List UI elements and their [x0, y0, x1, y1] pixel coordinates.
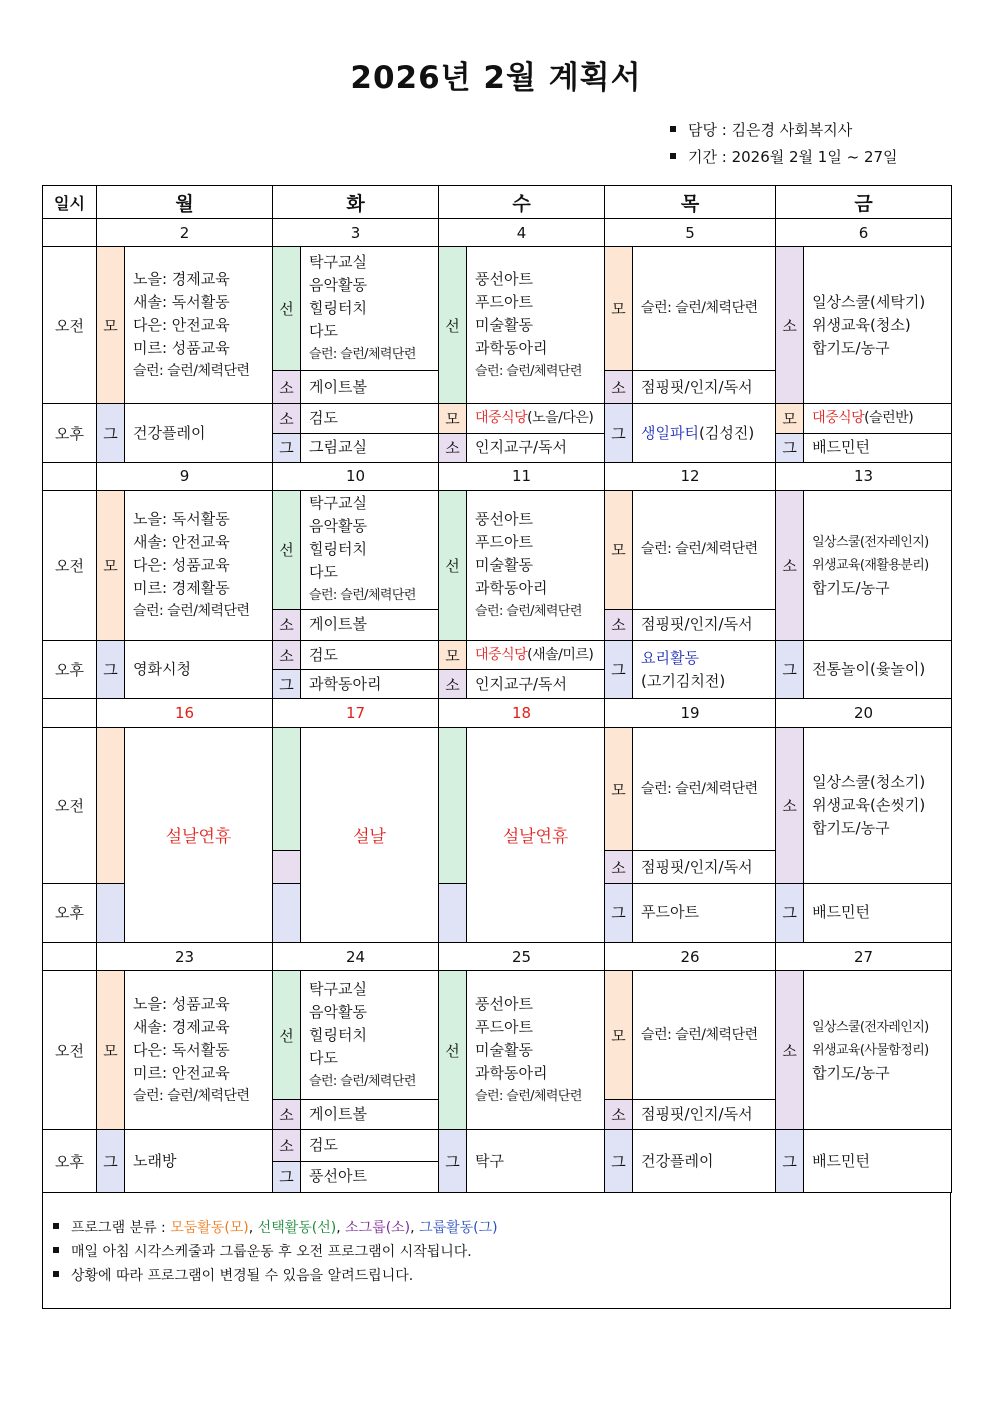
activity-line: 슬런: 슬런/체력단련 [133, 603, 250, 620]
period-text: 기간 : 2026월 2월 1일 ~ 27일 [688, 148, 898, 166]
tag-seon: 선 [439, 971, 467, 1130]
date-cell: 10 [273, 462, 439, 490]
date-cell: 11 [439, 462, 605, 490]
tag-so: 소 [273, 404, 301, 433]
activity-line: 위생교육(사물함정리) [812, 1042, 929, 1058]
tag-geu: 그 [776, 1130, 804, 1193]
bullet-icon [53, 1271, 59, 1277]
activity-cell: 배드민턴 [804, 433, 952, 462]
note-text: 상황에 따라 프로그램이 변경될 수 있음을 알려드립니다. [71, 1268, 414, 1284]
activity-line: 합기도/농구 [812, 579, 890, 598]
pm-label: 오후 [43, 641, 97, 699]
date-cell: 23 [97, 943, 273, 971]
header-day: 목 [605, 186, 776, 219]
bullet-icon [53, 1247, 59, 1253]
activity-line: 다도 [309, 1048, 338, 1067]
date-cell: 27 [776, 943, 952, 971]
tag-geu [439, 883, 467, 942]
date-row [43, 219, 952, 247]
date-cell: 12 [605, 462, 776, 490]
activity-cell: 탁구 [467, 1130, 605, 1193]
category-mo: 모둠활동(모) [170, 1220, 249, 1236]
activity-line: 새솔: 안전교육 [133, 533, 230, 552]
category-seon: 선택활동(선) [257, 1220, 337, 1236]
activity-cell: 영화시청 [125, 641, 273, 699]
page-title: 2026년 2월 계획서 [350, 60, 642, 96]
activity-cell: 검도 [301, 404, 439, 433]
activity-line: 다은: 성품교육 [133, 556, 230, 575]
activity-cell: 그림교실 [301, 433, 439, 462]
activity-detail: (노을/다은) [527, 410, 594, 427]
activity-cell [301, 247, 439, 371]
activity-cell: 푸드아트 [633, 883, 776, 942]
activity-cell: 점핑핏/인지/독서 [633, 1100, 776, 1130]
tag-so: 소 [273, 1130, 301, 1161]
tag-so [273, 851, 301, 883]
activity-line: 미술활동 [475, 1040, 533, 1059]
activity-cell: 건강플레이 [125, 404, 273, 462]
pm-label: 오후 [43, 404, 97, 462]
activity-cell: 인지교구/독서 [467, 670, 605, 699]
am-row [43, 971, 952, 1100]
activity-line: 일상스쿨(청소기) [812, 772, 926, 791]
date-cell: 16 [97, 699, 273, 727]
tag-geu: 그 [439, 1130, 467, 1193]
activity-line: 풍선아트 [475, 994, 533, 1013]
activity-line: 푸드아트 [475, 1017, 533, 1036]
pm-label: 오후 [43, 883, 97, 942]
activity-cell: 배드민턴 [804, 1130, 952, 1193]
activity-line: 슬런: 슬런/체력단련 [309, 588, 416, 604]
activity-cell: 점핑핏/인지/독서 [633, 609, 776, 640]
date-cell: 26 [605, 943, 776, 971]
tag-mo: 모 [605, 971, 633, 1100]
activity-cell [301, 491, 439, 610]
tag-so: 소 [439, 670, 467, 699]
tag-so: 소 [776, 727, 804, 883]
pm-row [43, 404, 952, 433]
activity-line: 힐링터치 [309, 1025, 367, 1044]
tag-mo: 모 [97, 491, 125, 641]
activity-line: 힐링터치 [309, 540, 367, 559]
am-row [43, 727, 952, 851]
activity-cell [804, 971, 952, 1130]
am-label: 오전 [43, 971, 97, 1130]
separator: , [248, 1220, 258, 1236]
tag-seon: 선 [439, 247, 467, 404]
activity-cell: 점핑핏/인지/독서 [633, 371, 776, 404]
activity-line: 일상스쿨(세탁기) [812, 292, 926, 311]
activity-cell [125, 247, 273, 404]
activity-highlight: 생일파티 [641, 423, 700, 442]
activity-cell [125, 971, 273, 1130]
activity-cell [804, 491, 952, 641]
activity-cell: 검도 [301, 1130, 439, 1161]
separator: , [410, 1220, 420, 1236]
activity-cell [804, 727, 952, 883]
am-label: 오전 [43, 727, 97, 883]
activity-line: 슬런: 슬런/체력단련 [309, 347, 416, 363]
schedule-table [42, 185, 952, 1193]
activity-cell: 검도 [301, 641, 439, 670]
tag-seon: 선 [273, 971, 301, 1100]
tag-so: 소 [776, 247, 804, 404]
date-row [43, 462, 952, 490]
date-row [43, 943, 952, 971]
activity-line: 풍선아트 [475, 269, 533, 288]
header-day: 화 [273, 186, 439, 219]
tag-geu: 그 [273, 1161, 301, 1192]
tag-so: 소 [605, 851, 633, 883]
activity-line: 슬런: 슬런/체력단련 [133, 1087, 250, 1104]
activity-line: 합기도/농구 [812, 338, 890, 357]
bullet-icon [670, 126, 676, 132]
notes-box [42, 1193, 951, 1309]
bullet-icon [670, 153, 676, 159]
pm-row [43, 1130, 952, 1161]
activity-highlight: 대중식당 [812, 410, 865, 427]
activity-cell: 슬런: 슬런/체력단련 [633, 971, 776, 1100]
am-row [43, 491, 952, 610]
activity-line: 과학동아리 [475, 1063, 548, 1082]
activity-cell [467, 971, 605, 1130]
tag-mo: 모 [439, 641, 467, 670]
tag-geu: 그 [776, 883, 804, 942]
tag-so: 소 [273, 609, 301, 640]
activity-line: 과학동아리 [475, 338, 548, 357]
tag-geu [273, 883, 301, 942]
tag-mo: 모 [97, 247, 125, 404]
pm-label: 오후 [43, 1130, 97, 1193]
tag-geu: 그 [273, 670, 301, 699]
activity-cell [804, 404, 952, 433]
activity-cell [633, 404, 776, 462]
am-row [43, 247, 952, 371]
activity-detail: (고기김치전) [641, 671, 726, 690]
activity-line: 새솔: 경제교육 [133, 1017, 230, 1036]
activity-line: 슬런: 슬런/체력단련 [133, 362, 250, 379]
date-cell: 5 [605, 219, 776, 247]
activity-line: 푸드아트 [475, 292, 533, 311]
activity-line: 음악활동 [309, 517, 367, 536]
activity-cell [125, 491, 273, 641]
pm-row [43, 641, 952, 670]
tag-geu: 그 [97, 404, 125, 462]
tag-mo: 모 [97, 971, 125, 1130]
activity-cell [467, 247, 605, 404]
activity-line: 힐링터치 [309, 299, 367, 318]
activity-cell: 게이트볼 [301, 371, 439, 404]
activity-cell: 게이트볼 [301, 1100, 439, 1130]
activity-line: 다은: 독서활동 [133, 1040, 230, 1059]
date-cell: 2 [97, 219, 273, 247]
activity-line: 미술활동 [475, 315, 533, 334]
date-cell: 24 [273, 943, 439, 971]
header-day: 수 [439, 186, 605, 219]
activity-line: 미르: 안전교육 [133, 1063, 230, 1082]
tag-seon: 선 [439, 491, 467, 641]
manager-text: 담당 : 김은경 사회복지사 [688, 121, 853, 139]
date-cell: 4 [439, 219, 605, 247]
activity-cell [467, 491, 605, 641]
activity-line: 위생교육(재활용분리) [812, 558, 929, 574]
activity-cell: 전통놀이(윷놀이) [804, 641, 952, 699]
activity-cell: 슬런: 슬런/체력단련 [633, 491, 776, 610]
tag-seon [439, 727, 467, 883]
date-row [43, 699, 952, 727]
date-cell: 9 [97, 462, 273, 490]
activity-line: 새솔: 독서활동 [133, 292, 230, 311]
header-row [43, 186, 952, 219]
category-so: 소그룹(소) [345, 1220, 411, 1236]
date-cell: 25 [439, 943, 605, 971]
tag-mo: 모 [439, 404, 467, 433]
activity-line: 음악활동 [309, 1002, 367, 1021]
bullet-icon [53, 1223, 59, 1229]
tag-geu: 그 [776, 433, 804, 462]
header-day: 금 [776, 186, 952, 219]
activity-highlight: 요리활동 [641, 648, 700, 667]
activity-cell: 풍선아트 [301, 1161, 439, 1192]
activity-cell: 건강플레이 [633, 1130, 776, 1193]
activity-line: 슬런: 슬런/체력단련 [475, 1088, 582, 1104]
tag-so: 소 [776, 491, 804, 641]
tag-so: 소 [273, 641, 301, 670]
tag-geu: 그 [605, 404, 633, 462]
date-cell: 19 [605, 699, 776, 727]
activity-line: 다은: 안전교육 [133, 315, 230, 334]
activity-line: 합기도/농구 [812, 1063, 890, 1082]
tag-so: 소 [605, 1100, 633, 1130]
tag-seon [273, 727, 301, 851]
activity-line: 위생교육(청소) [812, 315, 911, 334]
activity-cell: 슬런: 슬런/체력단련 [633, 247, 776, 371]
date-cell: 17 [273, 699, 439, 727]
activity-cell: 노래방 [125, 1130, 273, 1193]
activity-line: 푸드아트 [475, 533, 533, 552]
category-geu: 그룹활동(그) [419, 1220, 498, 1236]
activity-line: 미르: 성품교육 [133, 338, 230, 357]
activity-cell: 과학동아리 [301, 670, 439, 699]
tag-seon: 선 [273, 491, 301, 610]
activity-line: 음악활동 [309, 276, 367, 295]
separator: , [336, 1220, 346, 1236]
activity-line: 탁구교실 [309, 979, 367, 998]
activity-cell: 인지교구/독서 [467, 433, 605, 462]
activity-line: 위생교육(손씻기) [812, 795, 926, 814]
tag-seon: 선 [273, 247, 301, 371]
activity-line: 다도 [309, 563, 338, 582]
tag-so: 소 [273, 371, 301, 404]
date-cell: 20 [776, 699, 952, 727]
am-label: 오전 [43, 247, 97, 404]
activity-detail: (슬런반) [864, 410, 914, 427]
note-line [53, 1217, 498, 1237]
am-label: 오전 [43, 491, 97, 641]
activity-cell: 점핑핏/인지/독서 [633, 851, 776, 883]
tag-mo: 모 [605, 727, 633, 851]
activity-line: 노을: 경제교육 [133, 269, 230, 288]
activity-line: 다도 [309, 322, 338, 341]
tag-so: 소 [273, 1100, 301, 1130]
tag-geu: 그 [97, 1130, 125, 1193]
activity-highlight: 대중식당 [475, 646, 528, 663]
activity-line: 과학동아리 [475, 579, 548, 598]
header-date-col: 일시 [43, 186, 97, 219]
note-line [53, 1265, 413, 1285]
tag-so: 소 [439, 433, 467, 462]
activity-line: 노을: 성품교육 [133, 994, 230, 1013]
manager-info [670, 119, 852, 140]
tag-geu: 그 [605, 641, 633, 699]
activity-line: 슬런: 슬런/체력단련 [475, 604, 582, 620]
tag-geu: 그 [273, 433, 301, 462]
activity-line: 노을: 독서활동 [133, 510, 230, 529]
date-cell: 13 [776, 462, 952, 490]
tag-geu: 그 [97, 641, 125, 699]
activity-line: 슬런: 슬런/체력단련 [309, 1073, 416, 1089]
note-prefix: 프로그램 분류 : [71, 1220, 171, 1236]
date-cell: 18 [439, 699, 605, 727]
holiday-cell: 설날연휴 [125, 727, 273, 942]
tag-mo: 모 [605, 491, 633, 610]
tag-geu: 그 [605, 883, 633, 942]
activity-cell [633, 641, 776, 699]
activity-cell: 슬런: 슬런/체력단련 [633, 727, 776, 851]
note-line [53, 1241, 472, 1261]
activity-line: 탁구교실 [309, 253, 367, 272]
tag-so: 소 [776, 971, 804, 1130]
activity-detail: (김성진) [699, 423, 755, 442]
tag-so: 소 [605, 609, 633, 640]
activity-line: 일상스쿨(전자레인지) [812, 1019, 929, 1035]
activity-line: 풍선아트 [475, 510, 533, 529]
date-cell: 3 [273, 219, 439, 247]
tag-geu: 그 [776, 641, 804, 699]
holiday-cell: 설날 [301, 727, 439, 942]
tag-mo [97, 727, 125, 883]
tag-geu: 그 [605, 1130, 633, 1193]
period-info [670, 146, 898, 167]
activity-detail: (새솔/미르) [527, 646, 594, 663]
tag-mo: 모 [776, 404, 804, 433]
note-text: 매일 아침 시각스케줄과 그룹운동 후 오전 프로그램이 시작됩니다. [71, 1244, 472, 1260]
activity-line: 탁구교실 [309, 494, 367, 513]
activity-cell [804, 247, 952, 404]
header-day: 월 [97, 186, 273, 219]
activity-line: 일상스쿨(전자레인지) [812, 535, 929, 551]
activity-line: 슬런: 슬런/체력단련 [475, 363, 582, 379]
activity-cell [301, 971, 439, 1100]
holiday-cell: 설날연휴 [467, 727, 605, 942]
date-cell: 6 [776, 219, 952, 247]
activity-cell [467, 641, 605, 670]
activity-cell [467, 404, 605, 433]
tag-geu [97, 883, 125, 942]
tag-so: 소 [605, 371, 633, 404]
activity-line: 미술활동 [475, 556, 533, 575]
tag-mo: 모 [605, 247, 633, 371]
activity-highlight: 대중식당 [475, 410, 528, 427]
activity-cell: 게이트볼 [301, 609, 439, 640]
activity-line: 미르: 경제활동 [133, 579, 230, 598]
activity-line: 합기도/농구 [812, 818, 890, 837]
activity-cell: 배드민턴 [804, 883, 952, 942]
